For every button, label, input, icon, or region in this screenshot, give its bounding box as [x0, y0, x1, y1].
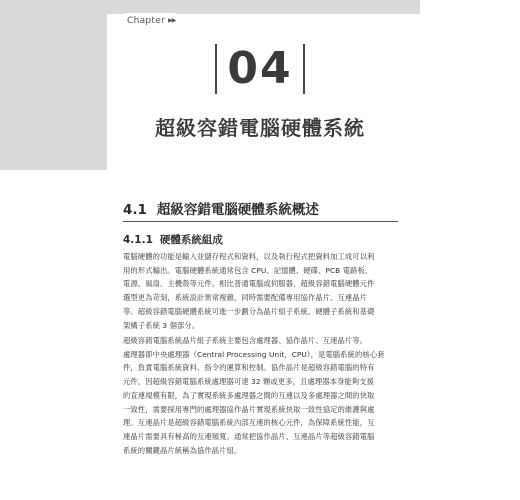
paragraph-line: 的直連規模有限，為了實現系統多處理器之間的互連以及多處理器之間的快取 [123, 390, 375, 400]
chapter-number: 04 [215, 44, 304, 94]
section-number: 4.1 [123, 202, 147, 218]
paragraph-line: 用的形式輸出。電腦硬體系統通常包含 CPU、記憶體、硬碟、PCB 電路板、 [123, 265, 373, 275]
section-heading [123, 198, 398, 222]
paragraph-line: 件，負責電腦系統資料、指令的運算和控制。協作晶片是超級容錯電腦的特有 [123, 363, 375, 373]
paragraph [123, 250, 413, 332]
chapter-number-block [0, 44, 520, 94]
paragraph-line: 處理器即中央處理器（Central Processing Unit，CPU），是電腦系統的核心套 [123, 349, 385, 359]
subsection-number: 4.1.1 [123, 234, 153, 246]
paragraph-line: 電源、風扇、主機殼等元件。相比普通電腦或伺服器，超級容錯電腦硬體元件 [123, 279, 375, 289]
paragraph-line: 選型更為苛刻，系統設計異常複雜，同時需要配備專用協作晶片、互連晶片 [123, 293, 368, 303]
paragraph-line: 連晶片需要具有極高的互連頻寬。通常把協作晶片、互連晶片等超級容錯電腦 [123, 431, 375, 441]
paragraph-line: 超級容錯電腦系統晶片組子系統主要包含處理器、協作晶片、互連晶片等。 [123, 336, 368, 345]
chapter-title: 超級容錯電腦硬體系統 [155, 116, 365, 140]
paragraph [123, 334, 413, 457]
chapter-tab [117, 13, 183, 29]
chapter-top-band [107, 0, 420, 14]
paragraph-line: 元件，因超級容錯電腦系統處理器可達 32 顆或更多，且處理器本身能夠支援 [123, 377, 375, 387]
paragraph-line: 等。超級容錯電腦硬體系統可進一步劃分為晶片組子系統、硬體子系統和基礎 [123, 306, 375, 316]
paragraph-line: 系統的關鍵晶片統稱為協作晶片組。 [123, 445, 242, 455]
double-arrow-icon: ▶▶ [168, 17, 176, 24]
subsection-title: 硬體系統組成 [159, 234, 223, 246]
paragraph-line: 理。互連晶片是超級容錯電腦系統內部互連的核心元件，為保障系統性能，互 [123, 418, 375, 428]
paragraph-line: 架構子系統 3 個部分。 [123, 320, 200, 330]
chapter-label: Chapter [127, 16, 166, 26]
section-title: 超級容錯電腦硬體系統概述 [156, 202, 319, 218]
subsection-heading [123, 232, 223, 247]
paragraph-line: 電腦硬體的功能是輸入並儲存程式和資料，以及執行程式把資料加工成可以利 [123, 252, 375, 261]
paragraph-line: 一致性，需要採用專門的處理器協作晶片實現系統快取一致性協定的維護與處 [123, 404, 375, 414]
